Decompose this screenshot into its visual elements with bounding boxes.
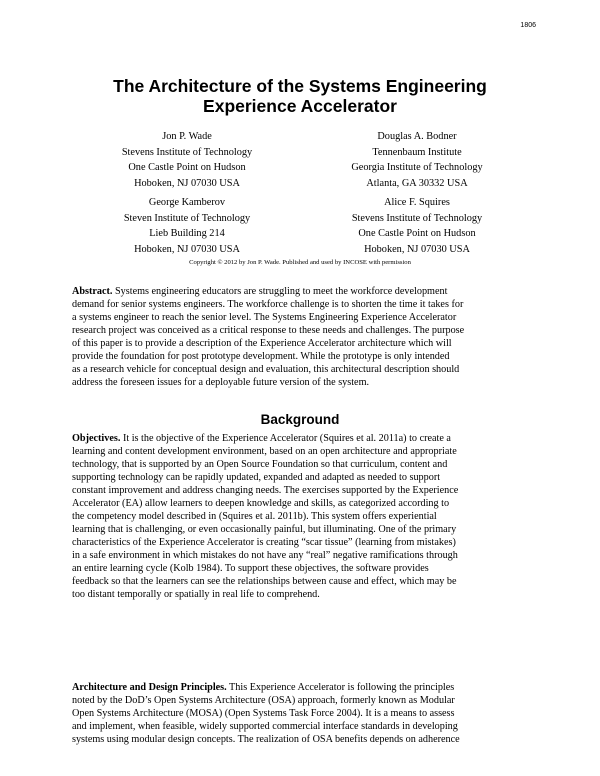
abstract-first-line <box>72 285 527 298</box>
abstract-line: demand for senior systems engineers. The workforce challenge is to shorten the time it takes for <box>72 299 464 310</box>
objectives-line: feedback so that the learners can see the relationships between cause and effect, which may be <box>72 576 457 587</box>
author-block-kamberov <box>72 195 302 257</box>
author-block-wade <box>72 129 302 191</box>
abstract-line: of this paper is to provide a description of the Experience Accelerator architecture which will <box>72 338 452 349</box>
objectives-line: too distant temporally or spatially in real life to comprehend. <box>72 589 320 600</box>
author-affiliation: Steven Institute of Technology <box>123 212 251 224</box>
objectives-line: learning and content development environment, based on an open architecture and appropriate <box>72 446 457 457</box>
paper-title <box>60 76 540 116</box>
abstract-label: Abstract. <box>72 286 113 297</box>
author-block-squires <box>302 195 532 257</box>
abstract-line: provide the foundation for post prototype development. While the prototype is only intended <box>72 351 450 362</box>
objectives-line: technology, that is supported by an Open Source Foundation so that curriculum, content and <box>72 459 448 470</box>
abstract-first-text: Systems engineering educators are struggling to meet the workforce development <box>112 286 448 297</box>
objectives-line: Accelerator (EA) allow learners to deepen knowledge and skills, as categorized according to <box>72 498 450 509</box>
author-city: Hoboken, NJ 07030 USA <box>134 243 240 255</box>
author-address: One Castle Point on Hudson <box>358 228 476 240</box>
architecture-line: and implement, when feasible, widely supported commercial interface standards in developing <box>72 721 458 732</box>
abstract-line: a systems engineer to reach the senior level. The Systems Engineering Experience Accelerator <box>72 312 457 323</box>
title-line-2: Experience Accelerator <box>203 96 397 116</box>
author-city: Hoboken, NJ 07030 USA <box>134 177 240 189</box>
author-city: Hoboken, NJ 07030 USA <box>364 243 470 255</box>
objectives-line: constant improvement and address changing needs. The exercises supported by the Experience <box>72 485 459 496</box>
author-name: Alice F. Squires <box>384 197 450 208</box>
abstract-line: as a research vehicle for conceptual design and evaluation, this architectural description should <box>72 364 460 375</box>
title-line-1: The Architecture of the Systems Engineering <box>113 76 487 96</box>
architecture-line: systems using modular design concepts. The realization of OSA benefits depends on adherence <box>72 734 460 745</box>
author-name: Douglas A. Bodner <box>377 131 457 142</box>
abstract-line: research project was conceived as a critical response to these needs and challenges. The purpose <box>72 325 465 336</box>
author-affiliation: Stevens Institute of Technology <box>351 212 483 224</box>
author-affiliation: Stevens Institute of Technology <box>121 146 253 158</box>
section-heading-background: Background <box>260 412 340 427</box>
objectives-label: Objectives. <box>72 433 121 444</box>
objectives-paragraph <box>72 432 527 601</box>
architecture-label: Architecture and Design Principles. <box>72 682 227 693</box>
objectives-line: in a safe environment in which mistakes do not have any “real” negative ramifications through <box>72 550 458 561</box>
author-name: Jon P. Wade <box>162 131 212 142</box>
page-number: 1806 <box>520 22 536 29</box>
architecture-line: Open Systems Architecture (MOSA) (Open Systems Task Force 2004). It is a means to assess <box>72 708 455 719</box>
objectives-line: characteristics of the Experience Accelerator is creating “scar tissue” (learning from mistakes) <box>72 537 456 548</box>
author-block-bodner <box>302 129 532 191</box>
objectives-line: an entire learning cycle (Kolb 1984). To support these objectives, the software provides <box>72 563 429 574</box>
author-address: Georgia Institute of Technology <box>351 162 483 174</box>
abstract-line: address the foreseen issues for a deployable future version of the system. <box>72 377 370 388</box>
architecture-line: noted by the DoD’s Open Systems Architecture (OSA) approach, formerly known as Modular <box>72 695 455 706</box>
author-city: Atlanta, GA 30332 USA <box>366 177 468 189</box>
objectives-line: supporting technology can be rapidly updated, expanded and adapted as needed to support <box>72 472 441 483</box>
author-address: Lieb Building 214 <box>149 228 225 240</box>
architecture-paragraph <box>72 681 527 746</box>
objectives-first-text: It is the objective of the Experience Accelerator (Squires et al. 2011a) to create a <box>120 433 451 444</box>
objectives-first-line <box>72 432 527 445</box>
copyright-notice: Copyright © 2012 by Jon P. Wade. Published and used by INCOSE with permission <box>189 259 411 266</box>
objectives-line: the competency model described in (Squires et al. 2011b). This system offers experiential <box>72 511 437 522</box>
objectives-line: learning that is challenging, or even occasionally painful, but illuminating. One of the primary <box>72 524 457 535</box>
architecture-first-line <box>72 681 527 694</box>
author-name: George Kamberov <box>148 197 226 208</box>
abstract-paragraph <box>72 285 527 389</box>
author-address: One Castle Point on Hudson <box>128 162 246 174</box>
author-affiliation: Tennenbaum Institute <box>372 146 462 158</box>
architecture-first-text: This Experience Accelerator is following the principles <box>226 682 455 693</box>
